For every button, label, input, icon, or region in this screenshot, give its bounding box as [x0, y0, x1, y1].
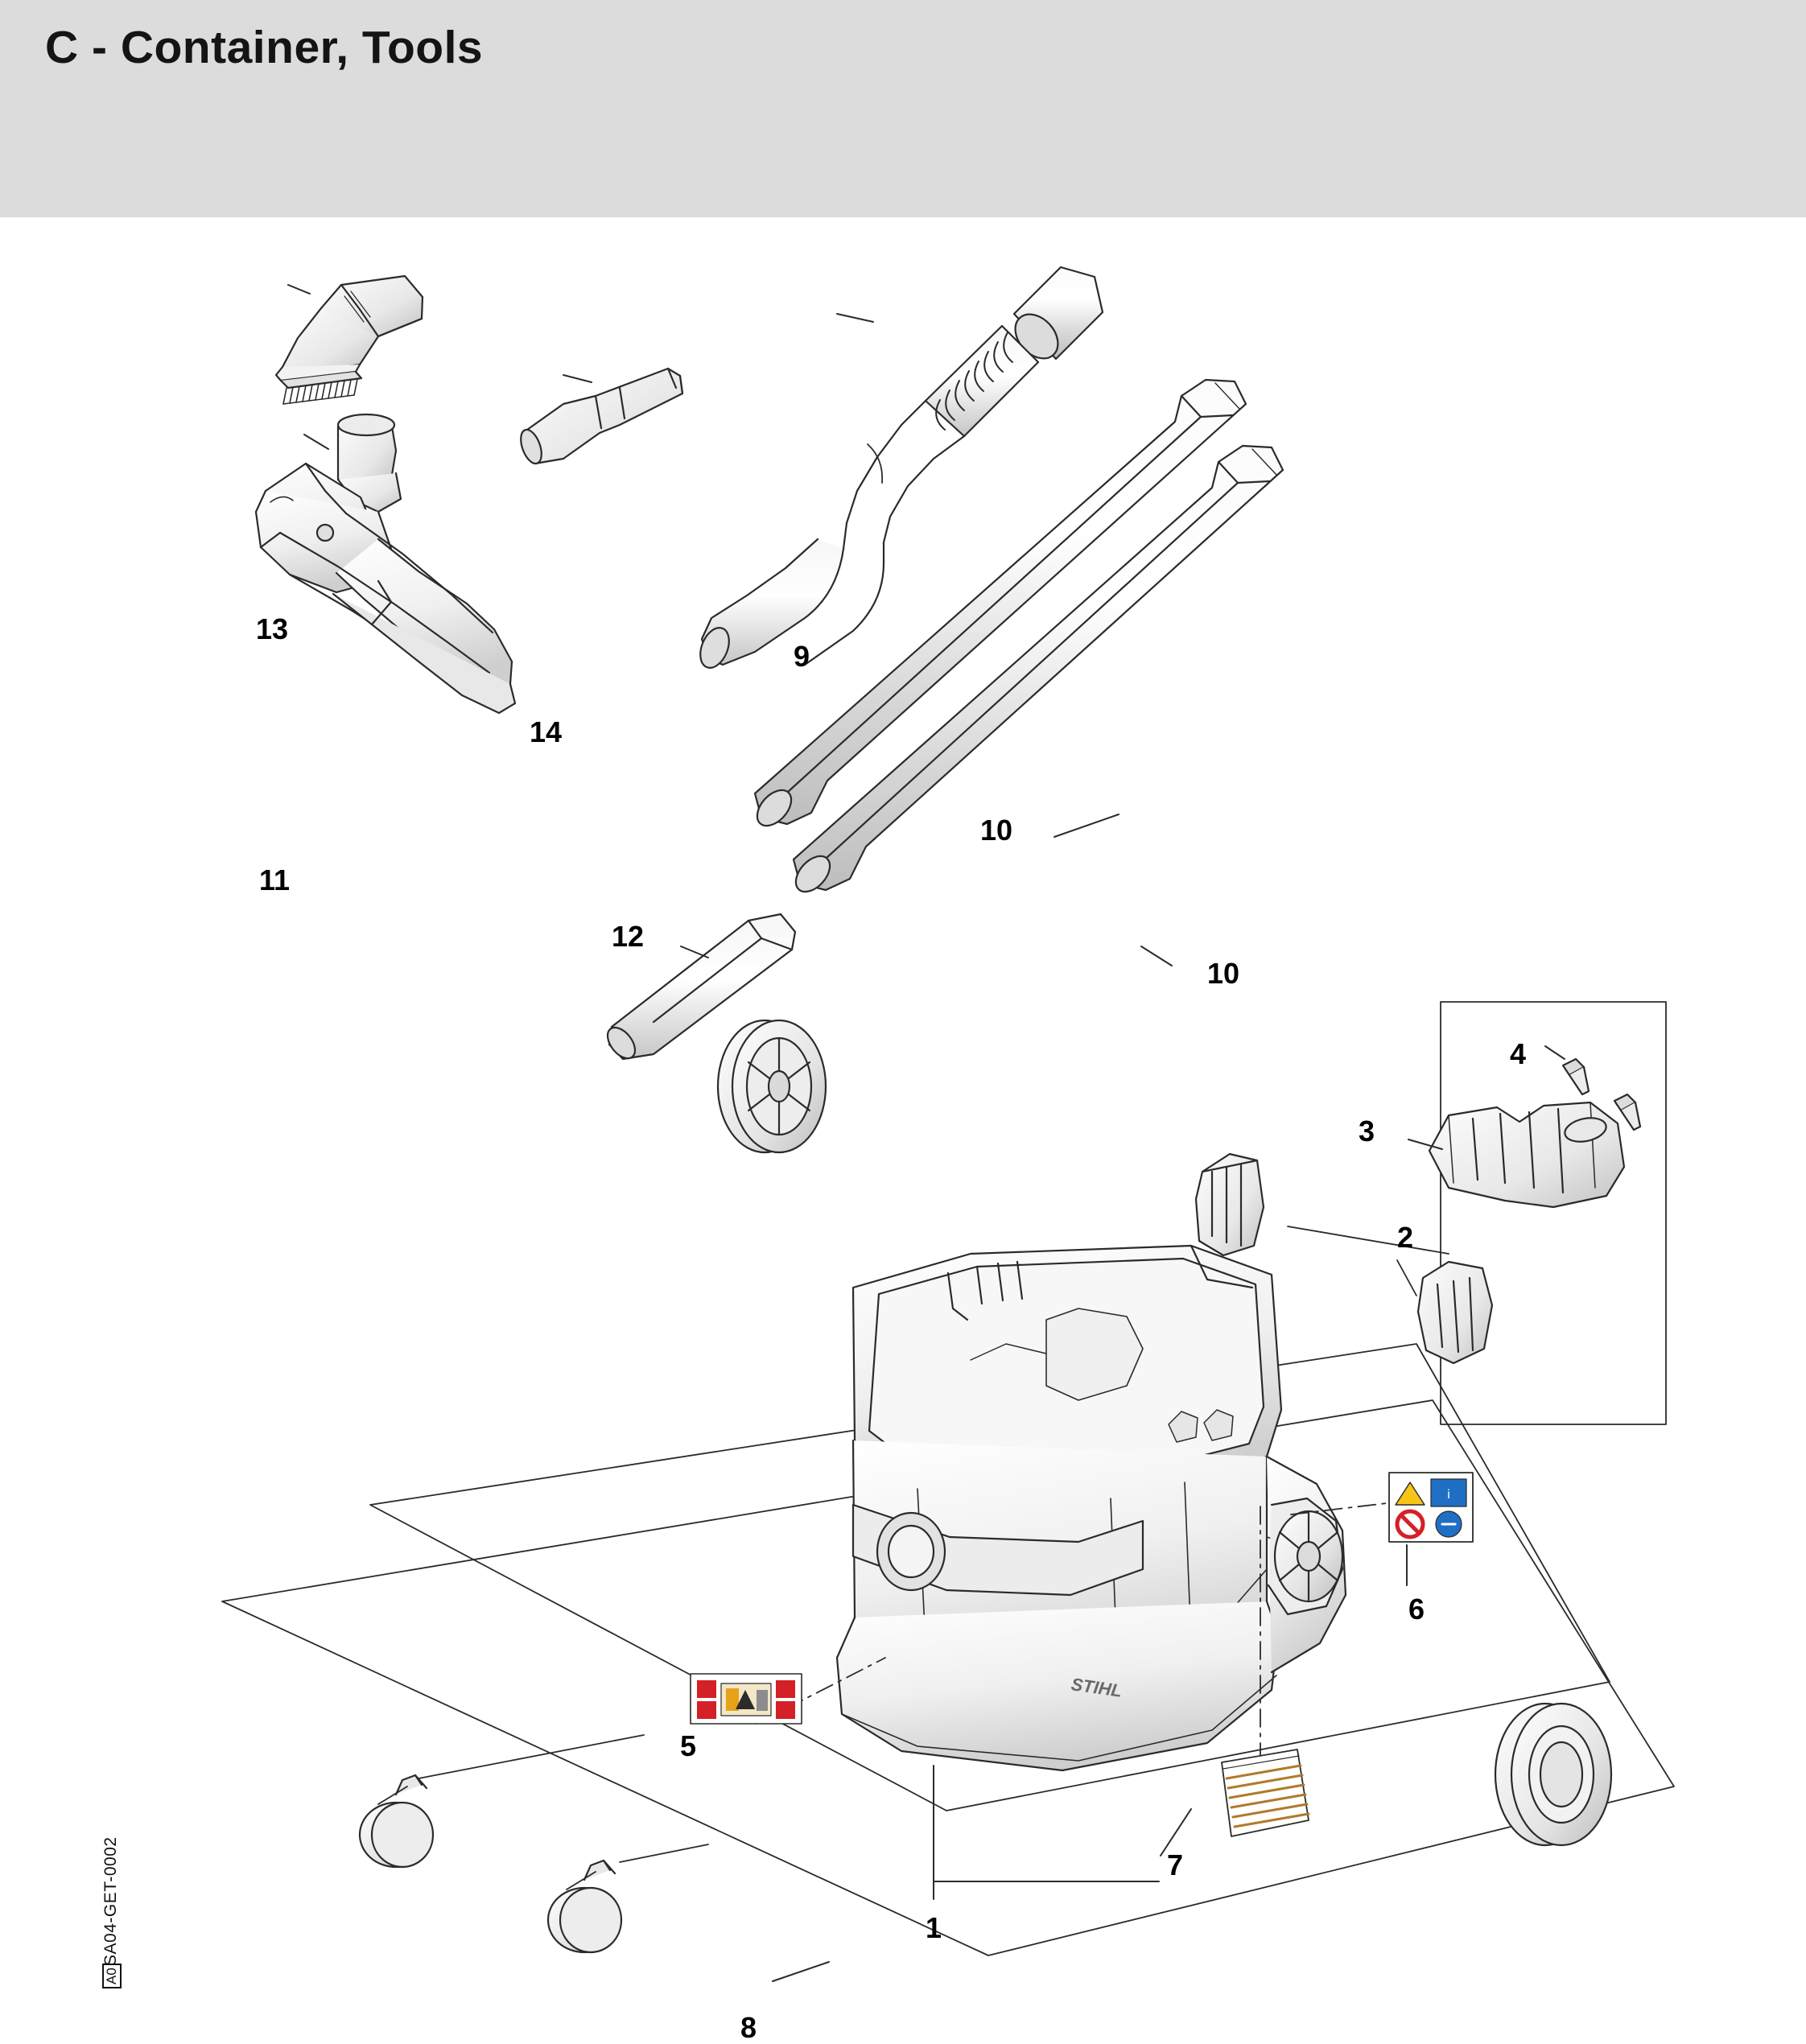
- callout-11: 11: [259, 863, 291, 896]
- part-latch-clip-lower: [1418, 1262, 1492, 1363]
- part-information-label: [1222, 1749, 1309, 1836]
- callout-4: 4: [1510, 1037, 1527, 1070]
- callout-6: 6: [1408, 1593, 1425, 1626]
- exploded-parts-drawing: [0, 217, 1806, 2014]
- part-extension-tube-lower: [790, 446, 1283, 898]
- part-screw-a: [1563, 1059, 1589, 1094]
- callout-10-upper: 10: [980, 814, 1013, 847]
- callout-1: 1: [926, 1911, 942, 1944]
- assembly-outline-3: [1441, 1002, 1666, 1424]
- part-caster-lower: [548, 1861, 621, 1952]
- callout-line-8: [773, 1962, 829, 1981]
- part-holder-bracket: [1429, 1102, 1624, 1207]
- svg-text:i: i: [1447, 1488, 1450, 1502]
- callout-10-lower: 10: [1207, 957, 1240, 990]
- part-floor-nozzle: [256, 414, 515, 713]
- diagram-canvas: [0, 217, 1806, 2044]
- callout-12: 12: [612, 920, 645, 953]
- part-brush-nozzle: [276, 276, 423, 404]
- callout-2: 2: [1397, 1221, 1414, 1254]
- callout-9: 9: [794, 640, 810, 673]
- drawing-code: SA04-GET-0002: [101, 1836, 120, 1966]
- part-suction-hose: [695, 267, 1103, 672]
- part-wheel-right: [1495, 1704, 1611, 1845]
- brand-mark: STIHL: [1070, 1674, 1124, 1701]
- drawing-revision: A0: [102, 1964, 122, 1988]
- part-wheel-left: [718, 1020, 826, 1152]
- part-adapter-sleeve: [517, 369, 682, 466]
- part-symbol-label: [1389, 1473, 1473, 1542]
- callout-14: 14: [530, 715, 563, 748]
- callout-3: 3: [1359, 1115, 1375, 1148]
- page-title: C - Container, Tools: [45, 22, 484, 73]
- part-caster-upper: [360, 1775, 433, 1867]
- part-latch-clip-upper: [1196, 1154, 1264, 1255]
- callout-7: 7: [1167, 1848, 1184, 1881]
- page-header-band: [0, 0, 1806, 217]
- callout-8: 8: [740, 2011, 757, 2044]
- callout-5: 5: [680, 1729, 697, 1762]
- callout-13: 13: [256, 612, 289, 645]
- part-warning-label-small: [691, 1674, 802, 1724]
- part-extension-tube-upper: [751, 380, 1246, 832]
